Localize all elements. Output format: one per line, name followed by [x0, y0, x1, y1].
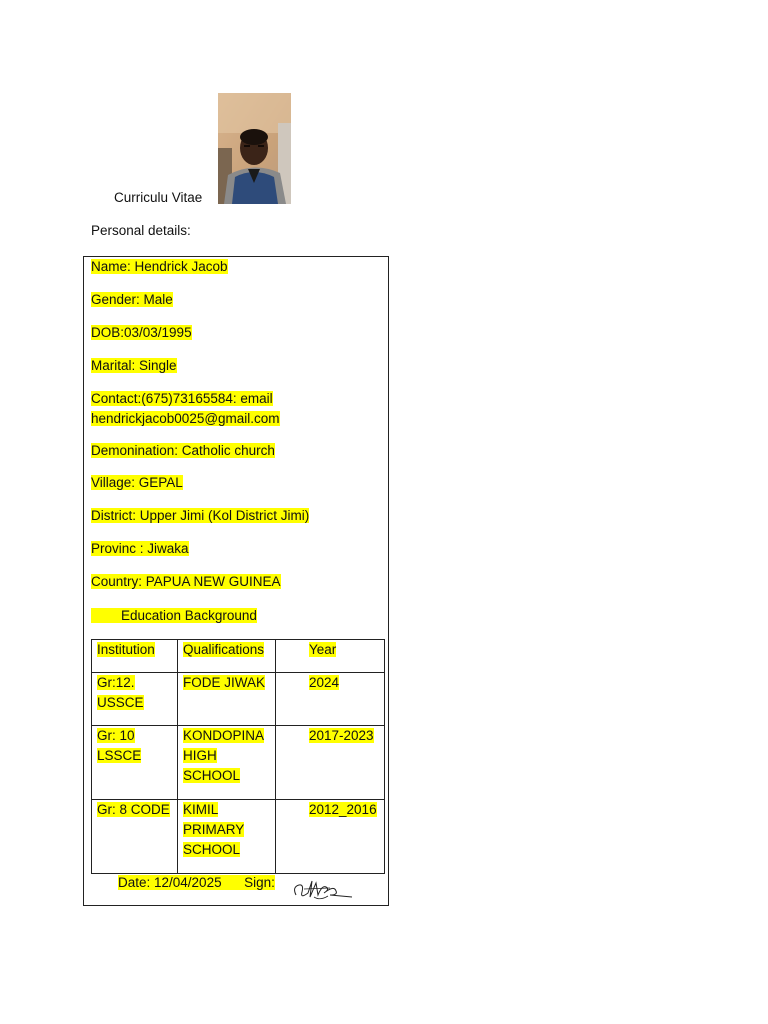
marital-field: Marital: Single: [91, 358, 177, 373]
table-cell: Gr: 8 CODE: [92, 800, 178, 874]
table-cell: 2017-2023: [276, 726, 385, 800]
personal-details-heading: Personal details:: [91, 223, 191, 238]
table-cell: 2024: [276, 673, 385, 726]
table-cell: KONDOPINA HIGH SCHOOL: [178, 726, 276, 800]
profile-photo-image: [218, 93, 291, 204]
gender-field: Gender: Male: [91, 292, 173, 307]
contact-field: [91, 389, 280, 428]
header-qualifications: Qualifications: [178, 640, 276, 673]
dob-field: DOB:03/03/1995: [91, 325, 192, 340]
education-table: [91, 639, 385, 874]
province-field: Provinc : Jiwaka: [91, 541, 189, 556]
profile-photo: [218, 93, 291, 204]
village-field: Village: GEPAL: [91, 475, 183, 490]
district-field: District: Upper Jimi (Kol District Jimi): [91, 508, 310, 523]
denomination-field: Demonination: Catholic church: [91, 443, 275, 458]
header-year: Year: [276, 640, 385, 673]
table-row: [92, 673, 385, 726]
document-title: Curriculu Vitae: [114, 190, 203, 205]
education-heading: Education Background: [91, 608, 257, 623]
signature-image: [290, 875, 358, 903]
name-field: Name: Hendrick Jacob: [91, 259, 228, 274]
table-row: [92, 800, 385, 874]
table-header-row: [92, 640, 385, 673]
date-sign-line: Date: 12/04/2025 Sign:: [118, 875, 275, 890]
table-cell: Gr:12. USSCE: [92, 673, 178, 726]
contact-phone-email: Contact:(675)73165584: email: [91, 391, 273, 406]
contact-email-address: hendrickjacob0025@gmail.com: [91, 410, 280, 426]
personal-details-box: [83, 256, 389, 906]
table-cell: 2012_2016: [276, 800, 385, 874]
table-cell: Gr: 10 LSSCE: [92, 726, 178, 800]
table-row: [92, 726, 385, 800]
table-cell: KIMIL PRIMARY SCHOOL: [178, 800, 276, 874]
country-field: Country: PAPUA NEW GUINEA: [91, 574, 281, 589]
table-cell: FODE JIWAK: [178, 673, 276, 726]
header-institution: Institution: [92, 640, 178, 673]
